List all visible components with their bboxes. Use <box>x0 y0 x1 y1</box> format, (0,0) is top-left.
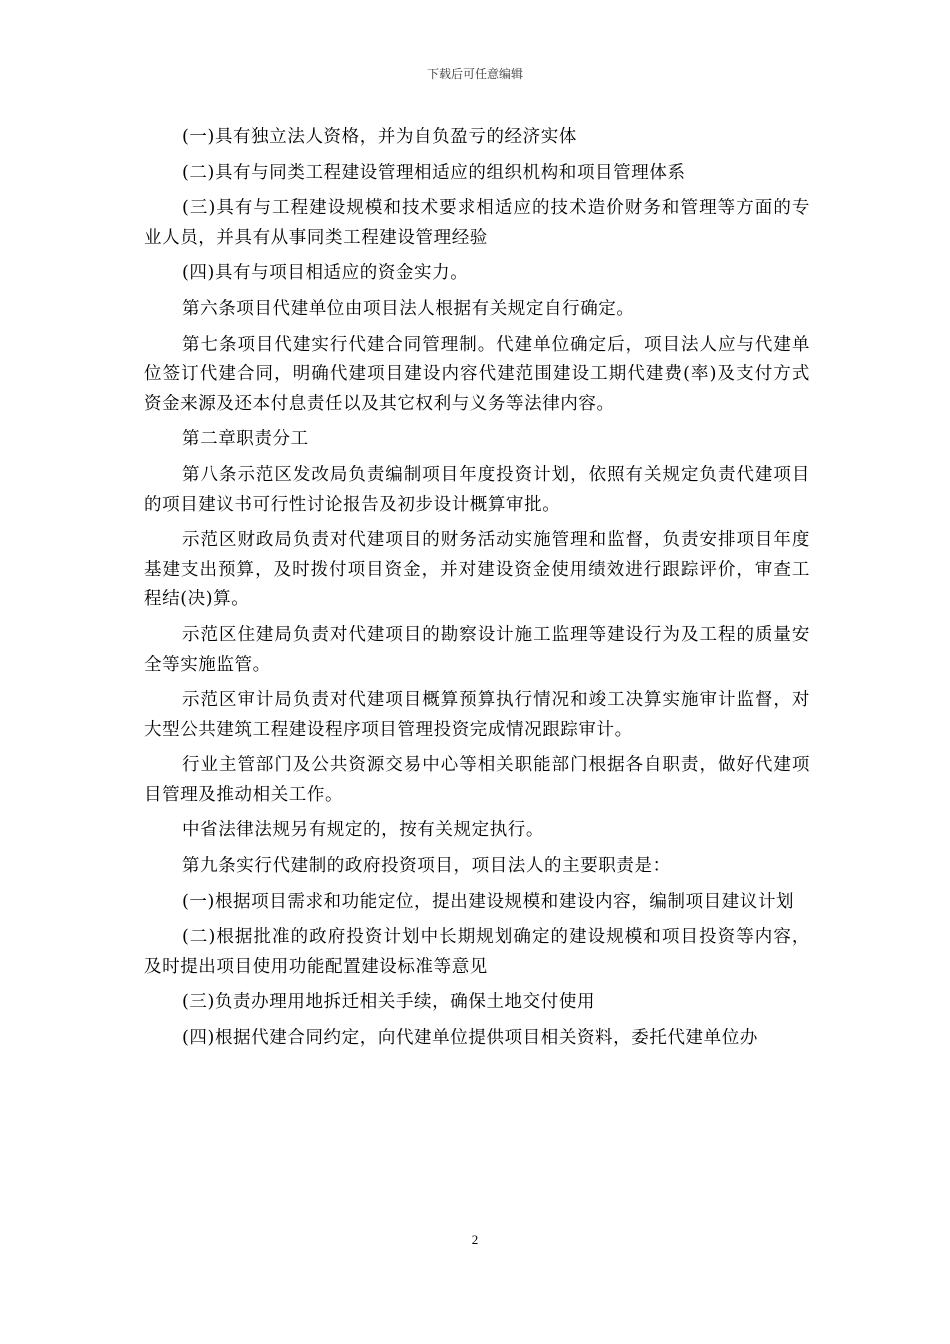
page-number: 2 <box>471 1232 479 1247</box>
paragraph: (一)具有独立法人资格，并为自负盈亏的经济实体 <box>182 127 577 147</box>
paragraph: (二)根据批准的政府投资计划中长期规划确定的建设规模和项目投资等内容，及时提出项目使用功能配置建设标准等意见 <box>144 927 810 977</box>
paragraph: 第九条实行代建制的政府投资项目，项目法人的主要职责是： <box>182 856 671 877</box>
paragraph: (四)根据代建合同约定，向代建单位提供项目相关资料，委托代建单位办 <box>182 1028 758 1049</box>
paragraph: (一)根据项目需求和功能定位，提出建设规模和建设内容，编制项目建议计划 <box>182 891 795 912</box>
paragraph: 中省法律法规另有规定的，按有关规定执行。 <box>182 820 544 841</box>
chapter-heading: 第二章职责分工 <box>182 429 309 450</box>
paragraph: 第六条项目代建单位由项目法人根据有关规定自行确定。 <box>182 298 635 319</box>
paragraph: 示范区审计局负责对代建项目概算预算执行情况和竣工决算实施审计监督，对大型公共建筑工程建设程序项目管理投资完成情况跟踪审计。 <box>144 690 810 740</box>
paragraph: (四)具有与项目相适应的资金实力。 <box>182 263 469 284</box>
paragraph: 行业主管部门及公共资源交易中心等相关职能部门根据各自职责，做好代建项目管理及推动相关工作。 <box>144 755 810 805</box>
paragraph: (三)负责办理用地拆迁相关手续，确保土地交付使用 <box>182 992 596 1013</box>
paragraph: 第七条项目代建实行代建合同管理制。代建单位确定后，项目法人应与代建单位签订代建合同，明确代建项目建设内容代建范围建设工期代建费(率)及支付方式资金来源及还本付息责任以及其它权利与义务等法律内容。 <box>144 334 810 414</box>
page-header: 下载后可任意编辑 <box>426 67 523 81</box>
paragraph: (三)具有与工程建设规模和技术要求相适应的技术造价财务和管理等方面的专业人员，并具有从事同类工程建设管理经验 <box>144 198 810 248</box>
paragraph: 示范区住建局负责对代建项目的勘察设计施工监理等建设行为及工程的质量安全等实施监管。 <box>144 624 810 675</box>
paragraph: (二)具有与同类工程建设管理相适应的组织机构和项目管理体系 <box>182 162 686 183</box>
paragraph: 第八条示范区发改局负责编制项目年度投资计划，依照有关规定负责代建项目的项目建议书可行性讨论报告及初步设计概算审批。 <box>144 464 810 515</box>
paragraph: 示范区财政局负责对代建项目的财务活动实施管理和监督，负责安排项目年度基建支出预算，及时拨付项目资金，并对建设资金使用绩效进行跟踪评价，审查工程结(决)算。 <box>144 530 810 610</box>
document-body <box>144 123 810 1060</box>
